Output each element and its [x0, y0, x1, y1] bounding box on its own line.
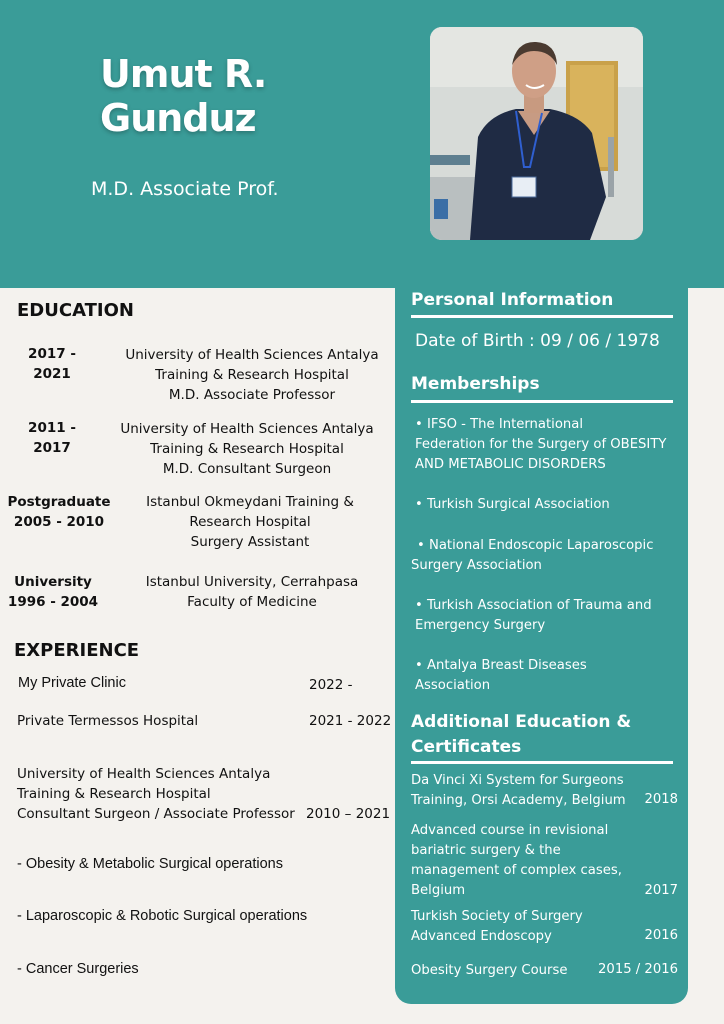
portrait-photo	[430, 27, 643, 240]
person-name: Umut R. Gunduz	[100, 52, 267, 140]
heading-line: Certificates	[411, 737, 522, 757]
membership-item-4	[415, 596, 652, 636]
education-entry-4	[112, 572, 392, 612]
education-years-line: 2005 - 2010	[13, 514, 105, 530]
additional-education-heading	[411, 710, 631, 760]
education-line: Istanbul University, Cerrahpasa	[145, 574, 359, 590]
date-of-birth: Date of Birth : 09 / 06 / 1978	[415, 331, 660, 351]
certificate-3	[411, 907, 583, 947]
membership-line: Federation for the Surgery of OBESITY	[415, 437, 667, 452]
membership-line: • Antalya Breast Diseases	[415, 658, 587, 673]
certificate-year-4: 2015 / 2016	[598, 962, 678, 977]
experience-place-3	[17, 764, 295, 824]
experience-place-2: Private Termessos Hospital	[17, 713, 199, 729]
experience-line: Training & Research Hospital	[17, 786, 211, 802]
certificate-year-1: 2018	[644, 792, 678, 807]
certificate-line: bariatric surgery & the	[411, 843, 561, 858]
experience-years-2: 2021 - 2022	[309, 713, 392, 729]
education-line: Training & Research Hospital	[150, 441, 344, 457]
membership-line: • Turkish Association of Trauma and	[415, 598, 652, 613]
memberships-heading: Memberships	[411, 374, 540, 394]
membership-line: • IFSO - The International	[415, 417, 583, 432]
personal-info-heading: Personal Information	[411, 290, 614, 310]
certificate-year-3: 2016	[644, 928, 678, 943]
certificate-line: Turkish Society of Surgery	[411, 909, 583, 924]
certificate-line: Obesity Surgery Course	[411, 963, 568, 978]
education-years-line: University	[14, 574, 92, 590]
membership-line: AND METABOLIC DISORDERS	[415, 457, 606, 472]
education-line: University of Health Sciences Antalya	[125, 347, 379, 363]
experience-line: Consultant Surgeon / Associate Professor	[17, 806, 295, 822]
membership-line: Surgery Association	[411, 558, 542, 573]
education-years-4	[6, 572, 100, 612]
certificate-line: Training, Orsi Academy, Belgium	[411, 793, 626, 808]
divider	[411, 315, 673, 318]
education-line: Faculty of Medicine	[187, 594, 317, 610]
certificate-line: Advanced course in revisional	[411, 823, 609, 838]
membership-line: Emergency Surgery	[415, 618, 546, 633]
experience-bullet-2: - Laparoscopic & Robotic Surgical operations	[17, 908, 308, 924]
certificate-line: Advanced Endoscopy	[411, 929, 552, 944]
education-entry-2	[107, 419, 387, 479]
experience-place-1: My Private Clinic	[18, 675, 126, 691]
education-line: Training & Research Hospital	[155, 367, 349, 383]
membership-item-3	[411, 536, 653, 576]
education-line: University of Health Sciences Antalya	[120, 421, 374, 437]
info-sidebar	[395, 286, 688, 1004]
experience-line: University of Health Sciences Antalya	[17, 766, 271, 782]
education-entry-1	[112, 345, 392, 405]
divider	[411, 761, 673, 764]
certificate-4	[411, 961, 567, 981]
membership-item-5	[415, 656, 587, 696]
divider	[411, 400, 673, 403]
experience-years-1: 2022 -	[309, 677, 353, 693]
heading-line: Additional Education &	[411, 712, 632, 732]
education-years-line: 1996 - 2004	[7, 594, 99, 610]
header-band	[0, 0, 724, 288]
portrait-illustration	[430, 27, 643, 240]
certificate-line: Belgium	[411, 883, 466, 898]
education-years-line: Postgraduate	[7, 494, 111, 510]
certificate-1	[411, 771, 626, 811]
education-line: Istanbul Okmeydani Training &	[146, 494, 354, 510]
education-line: Surgery Assistant	[190, 534, 310, 550]
membership-item-1	[415, 415, 666, 475]
education-heading: EDUCATION	[17, 300, 134, 321]
experience-years-3: 2010 – 2021	[306, 806, 391, 822]
experience-heading: EXPERIENCE	[14, 640, 140, 661]
education-entry-3	[110, 492, 390, 552]
education-years-3	[6, 492, 112, 532]
membership-line: • National Endoscopic Laparoscopic	[417, 538, 654, 553]
certificate-line: Da Vinci Xi System for Surgeons	[411, 773, 624, 788]
experience-bullet-3: - Cancer Surgeries	[17, 961, 139, 977]
membership-item-2	[415, 495, 610, 515]
membership-line: • Turkish Surgical Association	[415, 497, 610, 512]
experience-bullet-1: - Obesity & Metabolic Surgical operations	[17, 856, 283, 872]
certificate-line: management of complex cases,	[411, 863, 622, 878]
membership-line: Association	[415, 678, 491, 693]
certificate-year-2: 2017	[644, 883, 678, 898]
education-line: M.D. Associate Professor	[168, 387, 336, 403]
education-line: Research Hospital	[189, 514, 311, 530]
person-title: M.D. Associate Prof.	[91, 178, 279, 200]
education-years-2: 2011 - 2017	[28, 420, 76, 456]
education-years-1: 2017 - 2021	[28, 346, 76, 382]
education-line: M.D. Consultant Surgeon	[162, 461, 332, 477]
certificate-2	[411, 821, 622, 901]
